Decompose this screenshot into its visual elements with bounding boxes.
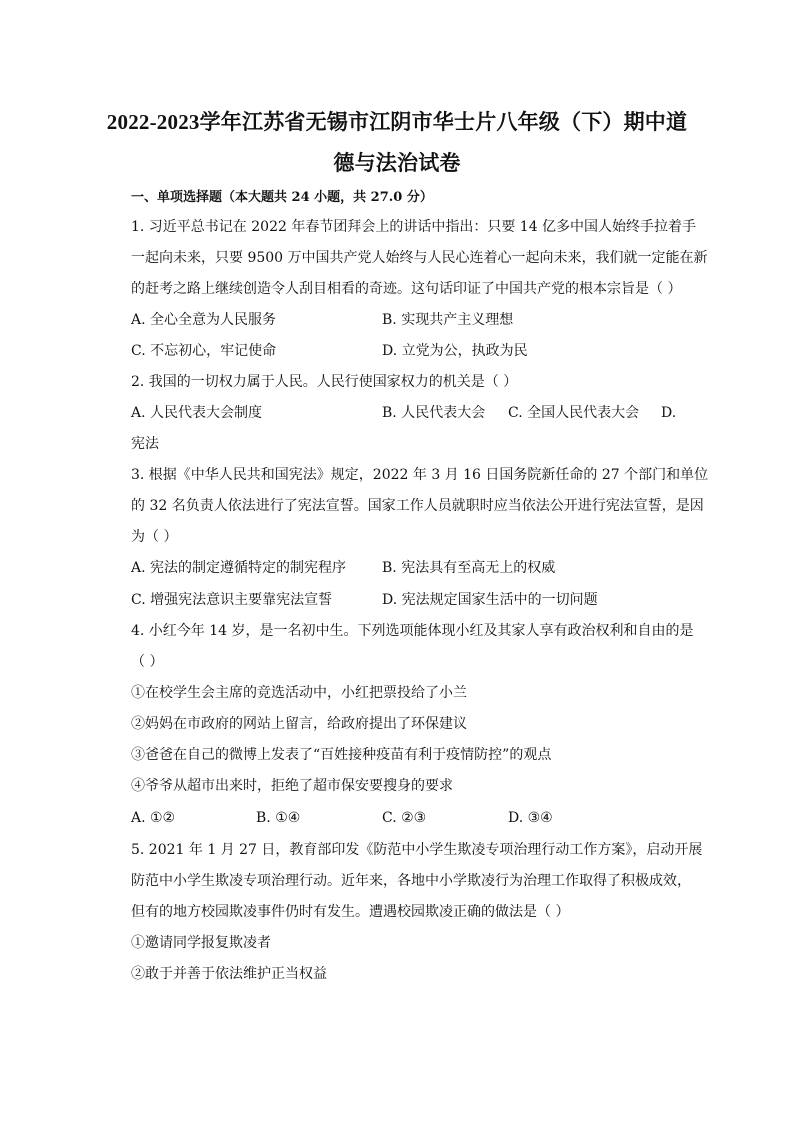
- q3-option-c: C. 增强宪法意识主要靠宪法宣誓: [131, 592, 333, 608]
- q1-stem-line-1: 1. 习近平总书记在 2022 年春节团拜会上的讲话中指出：只要 14 亿多中国人始终手拉着手: [131, 219, 697, 235]
- q4-option-c: C. ②③: [382, 810, 427, 826]
- q4-stem-line-2: （ ）: [131, 654, 164, 670]
- q1-option-b: B. 实现共产主义理想: [382, 312, 514, 328]
- q3-stem-line-3: 为（ ）: [131, 529, 178, 545]
- q2-option-c: C. 全国人民代表大会: [508, 405, 640, 421]
- section-header: 一、单项选择题（本大题共 24 小题，共 27.0 分）: [131, 190, 433, 205]
- q2-option-b: B. 人民代表大会: [382, 405, 486, 421]
- q4-option-a: A. ①②: [131, 810, 176, 826]
- q5-item-1: ①邀请同学报复欺凌者: [131, 935, 271, 951]
- q4-stem-line-1: 4. 小红今年 14 岁，是一名初中生。下列选项能体现小红及其家人享有政治权利和自由的是: [131, 623, 694, 639]
- q5-item-2: ②敢于并善于依法维护正当权益: [131, 966, 327, 982]
- q4-option-d: D. ③④: [508, 810, 553, 826]
- exam-title-line-2: 德与法治试卷: [333, 151, 461, 175]
- q5-stem-line-1: 5. 2021 年 1 月 27 日，教育部印发《防范中小学生欺凌专项治理行动工作方案》，启动开展: [131, 842, 703, 858]
- q2-option-d: D.: [661, 405, 677, 421]
- q2-option-a: A. 人民代表大会制度: [131, 405, 263, 421]
- q2-stem-line-1: 2. 我国的一切权力属于人民。人民行使国家权力的机关是（ ）: [131, 374, 518, 390]
- q1-stem-line-3: 的赶考之路上继续创造令人刮目相看的奇迹。这句话印证了中国共产党的根本宗旨是（ ）: [131, 281, 682, 297]
- exam-title-line-1: 2022-2023学年江苏省无锡市江阴市华士片八年级（下）期中道: [106, 110, 688, 134]
- q2-option-d-text: 宪法: [131, 436, 159, 452]
- q4-item-2: ②妈妈在市政府的网站上留言，给政府提出了环保建议: [131, 716, 467, 732]
- q3-option-d: D. 宪法规定国家生活中的一切问题: [382, 592, 598, 608]
- q1-option-d: D. 立党为公，执政为民: [382, 343, 528, 359]
- q3-option-a: A. 宪法的制定遵循特定的制宪程序: [131, 560, 347, 576]
- q4-item-3: ③爸爸在自己的微博上发表了“百姓接种疫苗有利于疫情防控”的观点: [131, 747, 552, 763]
- q4-option-b: B. ①④: [256, 810, 301, 826]
- q4-item-4: ④爷爷从超市出来时，拒绝了超市保安要搜身的要求: [131, 778, 453, 794]
- q4-item-1: ①在校学生会主席的竞选活动中，小红把票投给了小兰: [131, 685, 467, 701]
- q1-option-c: C. 不忘初心，牢记使命: [131, 343, 277, 359]
- q3-option-b: B. 宪法具有至高无上的权威: [382, 560, 556, 576]
- q3-stem-line-1: 3. 根据《中华人民共和国宪法》规定，2022 年 3 月 16 日国务院新任命的 27 个部门和单位: [131, 467, 709, 483]
- q1-option-a: A. 全心全意为人民服务: [131, 312, 277, 328]
- q5-stem-line-2: 防范中小学生欺凌专项治理行动。近年来，各地中小学欺凌行为治理工作取得了积极成效，: [131, 873, 691, 889]
- q3-stem-line-2: 的 32 名负责人依法进行了宪法宣誓。国家工作人员就职时应当依法公开进行宪法宣誓，是因: [131, 498, 704, 514]
- q1-stem-line-2: 一起向未来，只要 9500 万中国共产党人始终与人民心连着心一起向未来，我们就一定能在新: [131, 250, 708, 266]
- q5-stem-line-3: 但有的地方校园欺凌事件仍时有发生。遭遇校园欺凌正确的做法是（ ）: [131, 904, 570, 920]
